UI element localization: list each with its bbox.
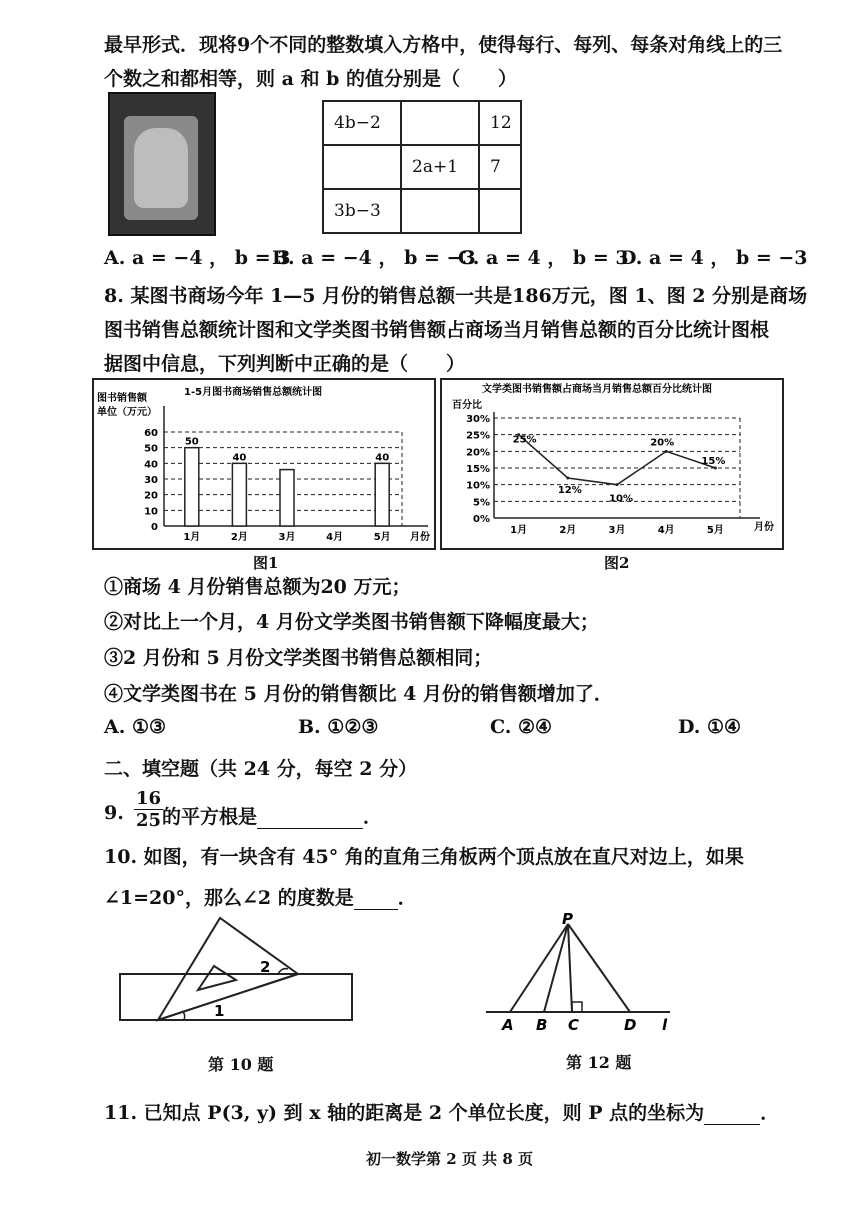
grid-cell: 7 bbox=[479, 145, 521, 189]
chart2-ytick-label: 10% bbox=[466, 480, 490, 492]
q8-option-c: C. ②④ bbox=[490, 716, 553, 738]
q9-text bbox=[162, 802, 382, 829]
chart1-title: 1-5月图书商场销售总额统计图 bbox=[184, 387, 323, 398]
q7-line1: 最早形式．现将9个不同的整数填入方格中，使得每行、每列、每条对角线上的三 bbox=[104, 34, 783, 56]
segment-pa bbox=[510, 924, 568, 1012]
segment-pc bbox=[568, 924, 572, 1012]
chart1-bar bbox=[185, 448, 199, 526]
chart1-xlabel: 月份 bbox=[410, 532, 430, 543]
q8-option-d: D. ①④ bbox=[678, 716, 742, 738]
chart1-data-label: 40 bbox=[232, 452, 247, 464]
chart2-xtick-label: 2月 bbox=[559, 525, 577, 536]
q8-statement-4: ④文学类图书在 5 月份的销售额比 4 月份的销售额增加了． bbox=[104, 683, 613, 705]
chart1-ytick-label: 20 bbox=[144, 490, 158, 502]
q11-line bbox=[104, 1098, 779, 1125]
q8-statement-1: ①商场 4 月份销售总额为20 万元； bbox=[104, 576, 411, 598]
q9-fraction-numerator: 16 bbox=[136, 788, 162, 809]
chart2-data-label: 10% bbox=[609, 493, 633, 505]
chart2-point bbox=[566, 477, 569, 480]
angle-1-arc bbox=[182, 1011, 185, 1020]
chart1-ytick-label: 40 bbox=[144, 459, 158, 471]
chart1-ylabel-line1: 图书销售额 bbox=[97, 393, 147, 404]
chart1-data-label: 40 bbox=[375, 452, 390, 464]
q11-answer-blank[interactable] bbox=[704, 1102, 760, 1125]
triangle-base bbox=[158, 974, 298, 1020]
q7-option-a: A. a = −4 ， b = 3 bbox=[104, 247, 291, 269]
segment-pd bbox=[568, 924, 630, 1012]
grid-cell: 12 bbox=[479, 101, 521, 145]
chart1-xtick-label: 2月 bbox=[230, 532, 248, 543]
segment-pb bbox=[544, 924, 568, 1012]
stamp-image bbox=[108, 92, 216, 236]
q10-line1: 10. 如图，有一块含有 45° 角的直角三角板两个顶点放在直尺对边上，如果 bbox=[104, 846, 744, 868]
chart1-bar bbox=[92, 378, 436, 550]
q9-period: ． bbox=[363, 806, 383, 828]
chart2-xlabel: 月份 bbox=[754, 522, 774, 533]
angle-1-label: 1 bbox=[214, 1002, 225, 1020]
chart2-title: 文学类图书销售额占商场当月销售总额百分比统计图 bbox=[482, 384, 712, 395]
point-d-label: D bbox=[624, 1016, 637, 1034]
grid-cell bbox=[323, 145, 401, 189]
q9-fraction-denominator: 25 bbox=[136, 810, 162, 831]
chart1-ytick-label: 0 bbox=[151, 522, 158, 533]
chart1-ytick-label: 50 bbox=[144, 443, 158, 455]
q8-statement-2: ②对比上一个月，4 月份文学类图书销售额下降幅度最大； bbox=[104, 611, 599, 633]
chart1-caption: 图1 bbox=[253, 554, 279, 572]
point-p-label: P bbox=[562, 910, 573, 928]
magic-square-grid bbox=[322, 100, 522, 234]
q12-figure bbox=[480, 910, 680, 1035]
q10-caption: 第 10 题 bbox=[208, 1055, 274, 1074]
chart1-data-label: 50 bbox=[184, 436, 199, 448]
chart2-frame bbox=[441, 379, 783, 549]
page-footer: 初一数学第 2 页 共 8 页 bbox=[366, 1150, 533, 1168]
chart1-bar bbox=[280, 470, 294, 526]
chart1-xtick-label: 1月 bbox=[183, 532, 201, 543]
q7-line2: 个数之和都相等，则 a 和 b 的值分别是（ ） bbox=[104, 68, 518, 90]
chart2-line bbox=[440, 378, 784, 550]
q9-question: 的平方根是 bbox=[162, 806, 258, 828]
chart2-point bbox=[665, 450, 668, 453]
chart2-ytick-label: 20% bbox=[466, 447, 490, 459]
grid-cell bbox=[401, 189, 479, 233]
grid-cell: 3b−3 bbox=[323, 189, 401, 233]
chart2-ytick-label: 5% bbox=[473, 497, 490, 509]
q10-answer-blank[interactable] bbox=[354, 887, 398, 910]
q7-option-b: B. a = −4 ， b = −3 bbox=[272, 247, 476, 269]
chart2-xtick-label: 1月 bbox=[510, 525, 528, 536]
grid-cell: 2a+1 bbox=[401, 145, 479, 189]
q8-statement-3: ③2 月份和 5 月份文学类图书销售总额相同； bbox=[104, 647, 493, 669]
chart2-data-label: 12% bbox=[557, 485, 582, 496]
line-l-label: l bbox=[662, 1016, 668, 1034]
chart2-ytick-label: 0% bbox=[473, 514, 490, 525]
chart1-bar bbox=[375, 463, 389, 526]
chart1-xtick-label: 3月 bbox=[278, 532, 296, 543]
chart2-ytick-label: 30% bbox=[466, 414, 490, 425]
q9-answer-blank[interactable] bbox=[257, 806, 363, 829]
angle-2-label: 2 bbox=[260, 958, 271, 976]
chart2-data-label: 15% bbox=[701, 456, 726, 467]
chart2-xtick-label: 5月 bbox=[706, 525, 724, 536]
chart2-ylabel: 百分比 bbox=[452, 400, 482, 411]
q12-caption: 第 12 题 bbox=[566, 1053, 632, 1072]
chart2-caption: 图2 bbox=[604, 554, 630, 572]
q9-number: 9. bbox=[104, 802, 124, 824]
q8-option-b: B. ①②③ bbox=[298, 716, 379, 738]
q11-period: ． bbox=[760, 1102, 780, 1124]
q7-option-d: D. a = 4 ， b = −3 bbox=[620, 247, 808, 269]
q8-line1: 8. 某图书商场今年 1—5 月份的销售总额一共是186万元，图 1、图 2 分别是商场 bbox=[104, 285, 808, 307]
q10-figure bbox=[110, 912, 360, 1032]
q8-line3: 据图中信息，下列判断中正确的是（ ） bbox=[104, 353, 466, 375]
chart1-ylabel-line2: 单位（万元） bbox=[97, 407, 157, 418]
section-title: 二、填空题（共 24 分，每空 2 分） bbox=[104, 758, 418, 780]
triangle-outer bbox=[158, 918, 298, 1020]
q10-question: ∠1=20°，那么∠2 的度数是 bbox=[104, 887, 354, 909]
point-a-label: A bbox=[502, 1016, 514, 1034]
q9-fraction bbox=[134, 788, 163, 831]
chart2-xtick-label: 4月 bbox=[657, 525, 675, 536]
point-c-label: C bbox=[568, 1016, 580, 1034]
right-angle-mark bbox=[572, 1002, 582, 1012]
q10-line2 bbox=[104, 883, 417, 910]
chart1-xtick-label: 5月 bbox=[373, 532, 391, 543]
grid-cell bbox=[401, 101, 479, 145]
chart1-bar bbox=[232, 463, 246, 526]
q7-option-c: C. a = 4 ， b = 3 bbox=[458, 247, 629, 269]
chart2-ytick-label: 15% bbox=[466, 464, 490, 475]
q11-question: 11. 已知点 P(3, y) 到 x 轴的距离是 2 个单位长度，则 P 点的坐标为 bbox=[104, 1102, 705, 1124]
chart2-xtick-label: 3月 bbox=[608, 525, 626, 536]
grid-cell: 4b−2 bbox=[323, 101, 401, 145]
chart2-point bbox=[616, 483, 619, 486]
chart1-ytick-label: 30 bbox=[144, 475, 158, 486]
q8-option-a: A. ①③ bbox=[104, 716, 167, 738]
grid-cell bbox=[479, 189, 521, 233]
chart1-ytick-label: 10 bbox=[144, 506, 158, 518]
triangle-inner bbox=[198, 966, 236, 990]
chart1-ytick-label: 60 bbox=[144, 428, 158, 439]
chart1-xtick-label: 4月 bbox=[326, 532, 344, 543]
q10-period: ． bbox=[397, 887, 417, 909]
chart2-ytick-label: 25% bbox=[466, 430, 490, 442]
chart2-data-label: 25% bbox=[512, 434, 537, 446]
point-b-label: B bbox=[536, 1016, 548, 1034]
q8-line2: 图书销售总额统计图和文学类图书销售额占商场当月销售总额的百分比统计图根 bbox=[104, 319, 770, 341]
chart2-data-label: 20% bbox=[650, 437, 675, 449]
